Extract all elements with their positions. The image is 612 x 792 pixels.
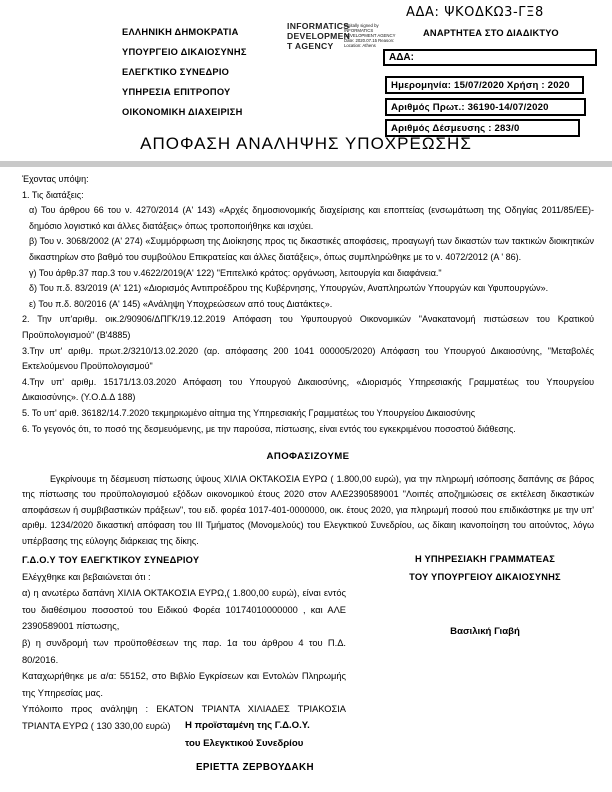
date-box: Ημερομηνία: 15/07/2020 Χρήση : 2020 — [385, 76, 584, 94]
verification-line: Ελέγχθηκε και βεβαιώνεται ότι : — [22, 571, 151, 582]
ada-reference: ΑΔΑ: ΨΚΟΔΚΩ3-ΓΞ8 — [406, 5, 544, 20]
decision-heading: ΑΠΟΦΑΣΙΖΟΥΜΕ — [266, 451, 350, 463]
preamble-item: γ) Του άρθρ.37 παρ.3 του ν.4622/2019(Α' 122) "Επιτελικό κράτος: οργάνωση, λειτουργία και διαφάνεια." — [29, 267, 442, 278]
decision-body: Εγκρίνουμε τη δέσμευση πίστωσης ύψους ΧΙΛΙΑ ΟΚΤΑΚΟΣΙΑ ΕΥΡΩ ( 1.800,00 ευρώ), για την πληρωμή ισόποσης δαπάνης σε βάρος της πίστωσης του προϋπολογισμού εξόδων οικονομικού έτους 2020 στον ΑΛΕ2390589001 "Λοιπές αποζημιώσεις σε εκτέλεση δικαστικών αποφάσεων ή συμβιβαστικών πράξεων", του ειδ. φορέα 1017-401-0000000, οικ. έτους 2020, για πληρωμή ποσού που επιδικάστηκε με την υπ' αριθμ. 1234/2020 δικαστική απόφαση του ΙΙΙ Τμήματος (Μονομελούς) του Ελεγκτικού Συνεδρίου, ως δίκαιη ικανοποίηση του αιτούντος, λόγω υπέρβασης της εύλογης διάρκειας της δίκης. — [22, 473, 594, 547]
preamble-item: ε) Του π.δ. 80/2016 (Α' 145) «Ανάληψη Υποχρεώσεων από τους Διατάκτες». — [29, 298, 333, 309]
preamble-item: 4.Την υπ' αριθμ. 15171/13.03.2020 Απόφαση του Υπουργού Δικαιοσύνης, «Διορισμός Υπηρεσιακής Γραμματέως του Υπουργείου Δικαιοσύνης». (Υ.Ο.Δ.Δ 188) — [22, 376, 594, 403]
preamble-intro: Έχοντας υπόψη: — [22, 174, 89, 184]
gdoy-name: ΕΡΙΕΤΤΑ ΖΕΡΒΟΥΔΑΚΗ — [196, 762, 314, 773]
ada-box: ΑΔΑ: — [383, 49, 597, 66]
digital-signature-stamp — [287, 22, 350, 51]
verification-line: α) η ανωτέρω δαπάνη ΧΙΛΙΑ ΟΚΤΑΚΟΣΙΑ ΕΥΡΩ,( 1.800,00 ευρώ), είναι εντός του διαθέσιμου ποσοστού του Ειδικού Φορέα 10174010000000 , και ΑΛΕ 2390589001 πίστωσης, — [22, 588, 346, 632]
document-body — [22, 172, 594, 550]
protocol-number-box: Αριθμός Πρωτ.: 36190-14/07/2020 — [385, 98, 586, 116]
authority-line-service: ΥΠΗΡΕΣΙΑ ΕΠΙΤΡΟΠΟΥ — [122, 87, 231, 97]
title-divider — [0, 161, 612, 167]
verification-line: Καταχωρήθηκε με α/α: 55152, στο Βιβλίο Εγκρίσεων και Εντολών Πληρωμής της Υπηρεσίας μας. — [22, 671, 346, 698]
verification-line: β) η συνδρομή των προϋποθέσεων της παρ. 1α του άρθρου 4 του Π.Δ. 80/2016. — [22, 637, 346, 665]
gdoy-title-line: Η προϊσταμένη της Γ.Δ.Ο.Υ. — [185, 720, 310, 731]
preamble-item: β) Του ν. 3068/2002 (Α' 274) «Συμμόρφωση της Διοίκησης προς τις δικαστικές αποφάσεις, προαγωγή των δικαστών των τακτικών διοικητικών δικαστηρίων στο βαθμό του συμβούλου Επικρατείας και άλλες διατάξεις», όπως συμπληρώθηκε με το ν. 4072/2012 (Α ' 86). — [29, 236, 594, 262]
digital-signature-note: Digitally signed by INFORMATICS DEVELOPMENT AGENCY Date: 2020.07.15 Reason: Location: Athens — [344, 23, 396, 48]
preamble-item: 6. Το γεγονός ότι, το ποσό της δεσμευόμενης, με την παρούσα, πίστωσης, είναι εντός του εγκεκριμένου ποσοστού διάθεσης. — [22, 423, 516, 434]
internet-posting-label: ΑΝΑΡΤΗΤΕΑ ΣΤΟ ΔΙΑΔΙΚΤΥΟ — [423, 28, 559, 38]
authority-line-republic: ΕΛΛΗΝΙΚΗ ΔΗΜΟΚΡΑΤΙΑ — [122, 27, 239, 37]
preamble-item: 3.Την υπ' αριθμ. πρωτ.2/3210/13.02.2020 (αρ. απόφασης 200 1041 000005/2020) Απόφαση του Υπουργού Δικαιοσύνης, "Μεταβολές Εκτελούμενου Προϋπολογισμού" — [22, 345, 594, 372]
preamble-item: 1. Τις διατάξεις: — [22, 189, 84, 200]
preamble-item: δ) Του π.δ. 83/2019 (Α' 121) «Διορισμός Αντιπροέδρου της Κυβέρνησης, Υπουργών, Αναπληρωτών Υπουργών και Υφυπουργών». — [29, 283, 549, 294]
gdoy-title-line: του Ελεγκτικού Συνεδρίου — [185, 738, 304, 749]
verification-section — [22, 552, 346, 735]
preamble-item: 2. Την υπ'αριθμ. οικ.2/90906/ΔΠΓΚ/19.12.2019 Απόφαση του Υφυπουργού Οικονομικών "Ανακατανομή πιστώσεων του Κρατικού Προϋπολογισμού" (Β'4885) — [22, 314, 594, 340]
stamp-agency-line: INFORMATICS — [287, 21, 350, 31]
secretary-title-line: Η ΥΠΗΡΕΣΙΑΚΗ ΓΡΑΜΜΑΤΕΑΣ — [414, 554, 556, 564]
secretary-title-line: ΤΟΥ ΥΠΟΥΡΓΕΙΟΥ ΔΙΚΑΙΟΣΥΝΗΣ — [409, 571, 561, 582]
secretary-name: Βασιλική Γιαβή — [450, 626, 520, 637]
gdoy-signature-block — [185, 717, 310, 753]
document-title: ΑΠΟΦΑΣΗ ΑΝΑΛΗΨΗΣ ΥΠΟΧΡΕΩΣΗΣ — [140, 134, 472, 153]
stamp-agency-line: T AGENCY — [287, 40, 334, 51]
issuing-authority-block — [122, 22, 247, 122]
preamble-item: α) Του άρθρου 66 του ν. 4270/2014 (Α' 143) «Αρχές δημοσιονομικής διαχείρισης και εποπτείας (ενσωμάτωση της Οδηγίας 2011/85/ΕΕ)- δημόσιο λογιστικό και άλλες διατάξεις» όπως τροποποιήθηκε και ισχύει. — [29, 205, 594, 231]
secretary-signature-block — [380, 551, 590, 641]
authority-line-court: ΕΛΕΓΚΤΙΚΟ ΣΥΝΕΔΡΙΟ — [122, 67, 230, 77]
verification-heading: Γ.Δ.Ο.Υ ΤΟΥ ΕΛΕΓΚΤΙΚΟΥ ΣΥΝΕΔΡΙΟΥ — [22, 555, 200, 565]
authority-line-finance: ΟΙΚΟΝΟΜΙΚΗ ΔΙΑΧΕΙΡΙΣΗ — [122, 107, 243, 117]
stamp-agency-line: DEVELOPMEN — [287, 30, 351, 41]
authority-line-ministry: ΥΠΟΥΡΓΕΙΟ ΔΙΚΑΙΟΣΥΝΗΣ — [122, 47, 247, 57]
verification-line: Υπόλοιπο προς ανάληψη : ΕΚΑΤΟΝ ΤΡΙΑΝΤΑ ΧΙΛΙΑΔΕΣ ΤΡΙΑΚΟΣΙΑ ΤΡΙΑΝΤΑ ΕΥΡΩ ( 130 330,00 ευρώ) — [22, 704, 346, 731]
preamble-item: 5. Το υπ' αριθ. 36182/14.7.2020 τεκμηριωμένο αίτημα της Υπηρεσιακής Γραμματέως του Υπουργείου Δικαιοσύνης — [22, 407, 476, 418]
commitment-number-box: Αριθμός Δέσμευσης : 283/0 — [385, 119, 580, 137]
